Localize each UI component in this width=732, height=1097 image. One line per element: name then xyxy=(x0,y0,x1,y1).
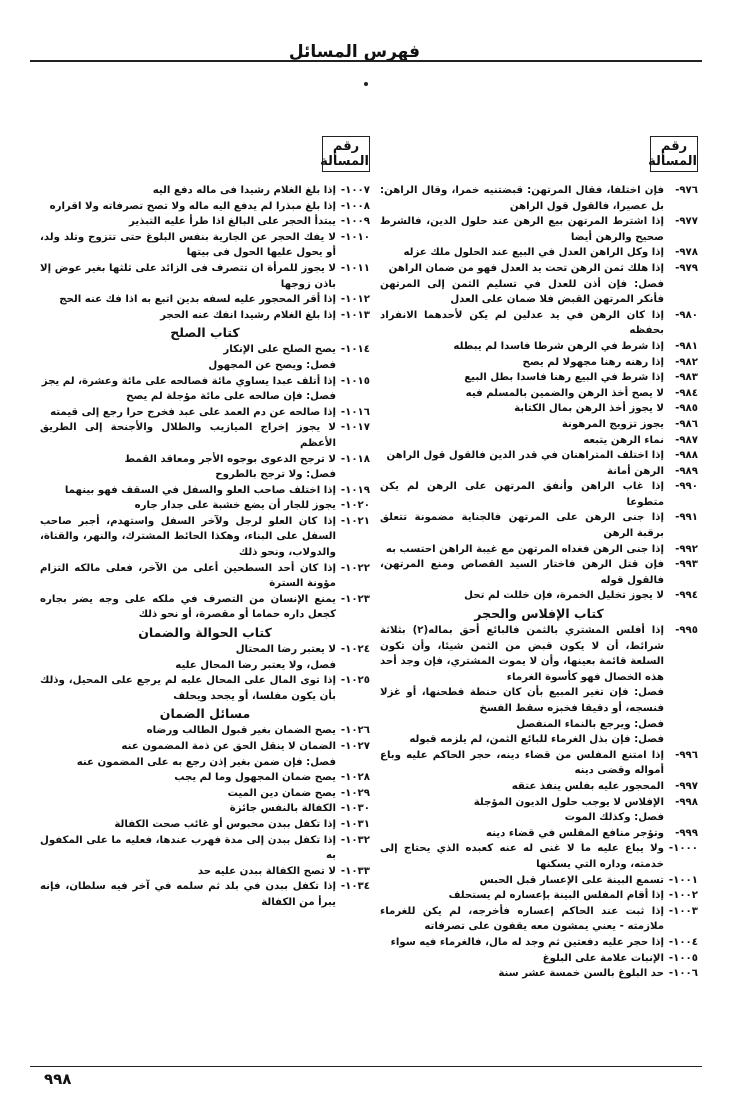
entry-number: ٩٨١- xyxy=(675,340,698,352)
entry-text: إذا توى المال على المحال عليه لم يرجع على المحيل، وذلك بأن يكون مفلسا، أو يجحد ويحلف xyxy=(40,675,336,702)
entry-text: إذا تكفل ببدن محبوس أو غائب صحت الكفالة xyxy=(114,818,336,830)
entry-number: ١٠٣٣- xyxy=(340,865,370,877)
entry-number: ١٠٠٢- xyxy=(668,890,698,902)
index-entry xyxy=(380,888,698,904)
entry-number: ١٠٠٦- xyxy=(668,968,698,980)
entry-number: ٩٨٠- xyxy=(675,309,698,321)
column-header-left xyxy=(322,136,370,172)
index-entry xyxy=(40,561,370,592)
entry-text: إذا بلغ مبذرا لم يدفع اليه ماله ولا تصح تصرفاته ولا اقراره xyxy=(49,200,336,212)
index-entry xyxy=(40,673,370,704)
entry-number: ١٠١٩- xyxy=(340,484,370,496)
entry-text: فإن اختلفا، فقال المرتهن: قبضتنيه خمرا، وقال الراهن: بل عصيرا، فالقول قول الراهن xyxy=(380,185,664,212)
column-header-line1: رقم xyxy=(332,139,360,154)
title-dot xyxy=(364,82,368,86)
index-column-right xyxy=(380,183,698,982)
column-header-line2: المسألة xyxy=(648,154,697,169)
entry-text: إذا كان الرهن في يد عدلين لم يكن لأحدهما الانفراد بحفظه xyxy=(380,309,664,337)
index-entry xyxy=(40,817,370,833)
index-entry xyxy=(40,770,370,786)
index-entry xyxy=(40,342,370,358)
column-header-line1: رقم xyxy=(660,139,688,154)
entry-number: ١٠١٦- xyxy=(340,406,370,418)
index-entry xyxy=(380,479,698,510)
section-heading: كتاب الصلح xyxy=(170,325,240,341)
entry-text: فصل: ويرجع بالنماء المنفصل xyxy=(516,718,664,730)
entry-text: وتؤجر منافع المفلس في قضاء دينه xyxy=(485,827,664,839)
entry-text: فصل: فإن بذل الغرماء للبائع الثمن، لم يلزمه قبوله xyxy=(409,734,664,746)
entry-number: ٩٩٨- xyxy=(675,796,698,808)
index-entry xyxy=(40,420,370,451)
entry-number: ١٠٢٧- xyxy=(340,741,370,752)
index-entry xyxy=(380,417,698,433)
index-entry xyxy=(40,739,370,755)
entry-number: ١٠١٨- xyxy=(340,453,370,465)
index-entry xyxy=(380,464,698,480)
index-entry xyxy=(40,514,370,561)
entry-text: لا يجوز للمرأة ان تتصرف فى الزائد على ثلثها بغير عوض إلا باذن زوجها xyxy=(40,262,336,290)
entry-text: إذا وكل الراهن العدل في البيع عند الحلول ملك عزله xyxy=(403,247,664,259)
entry-number: ١٠١١- xyxy=(340,262,370,274)
entry-text: إذا أفلس المشتري بالثمن فالبائع أحق بماله(٢) بثلاثة شرائط، أن لا يكون قبض من الثمن شيئا، وأن تكون السلعة قائمة بعينها، وأن لا يموت المشتري، فإن وجد أحد هذه الخصال فهو كأسوة الغرماء xyxy=(380,625,664,683)
entry-text: إذا بلغ الغلام رشيدا فى ماله دفع اليه xyxy=(152,185,336,196)
index-entry xyxy=(380,810,698,826)
index-entry xyxy=(40,358,370,374)
entry-number: ٩٨٥- xyxy=(675,403,698,415)
entry-text: إذا كان أحد السطحين أعلى من الآخر، فعلى مالكه التزام مؤونة السترة xyxy=(40,562,336,590)
title-rule xyxy=(30,60,702,62)
entry-text: إذا هلك ثمن الرهن تحت يد العدل فهو من ضمان الراهن xyxy=(388,262,664,274)
entry-text: إذا تكفل ببدن إلى مدة فهرب عندها، فعليه ما على المكفول به xyxy=(40,834,336,862)
entry-text: إذا اختلف المتراهنان في قدر الدين فالقول قول الراهن xyxy=(386,450,664,462)
entry-number: ١٠١٤- xyxy=(340,344,370,356)
entry-text: إذا تكفل ببدن في بلد ثم سلمه في آخر فيه سلطان، فإنه يبرأ من الكفالة xyxy=(40,881,336,908)
index-entry xyxy=(40,308,370,324)
entry-text: يجوز تزويج المرهونة xyxy=(561,418,664,430)
index-entry xyxy=(380,308,698,339)
entry-text: إذا جنى الرهن فغداه المرتهن مع غيبة الراهن احتسب به xyxy=(385,543,664,555)
entry-number: ١٠١٥- xyxy=(340,375,370,387)
entry-text: الإفلاس لا يوجب حلول الديون المؤجلة xyxy=(473,796,664,808)
entry-number: ٩٩٤- xyxy=(675,590,698,602)
index-entry xyxy=(40,755,370,771)
entry-text: إذا حجر عليه دفعتين ثم وجد له مال، فالغرماء فيه سواء xyxy=(390,936,664,948)
index-entry xyxy=(40,642,370,658)
entry-number: ٩٧٩- xyxy=(675,262,698,274)
entry-number: ٩٩٧- xyxy=(675,780,698,792)
entry-text: يجوز للجار أن يضع خشبة على جدار جاره xyxy=(134,500,336,512)
index-entry xyxy=(380,588,698,604)
entry-number: ٩٨٢- xyxy=(675,356,698,368)
index-entry xyxy=(380,557,698,588)
index-entry xyxy=(40,723,370,739)
entry-number: ١٠٠٥- xyxy=(668,952,698,964)
section-heading: مسائل الضمان xyxy=(159,706,251,722)
index-entry xyxy=(380,370,698,386)
index-entry xyxy=(380,339,698,355)
entry-text: إذا غاب الراهن وأنفق المرتهن على الرهن لم يكن متطوعا xyxy=(380,481,664,508)
section-heading: كتاب الإفلاس والحجر xyxy=(474,606,604,622)
entry-text: لا يعتبر رضا المحتال xyxy=(235,644,336,656)
index-entry xyxy=(40,374,370,390)
index-entry xyxy=(40,801,370,817)
entry-text: حد البلوغ بالسن خمسة عشر سنة xyxy=(498,968,664,980)
entry-number: ١٠٠٨- xyxy=(340,200,370,212)
index-entry xyxy=(380,904,698,935)
index-entry xyxy=(380,433,698,449)
column-header-right xyxy=(650,136,698,172)
entry-text: إذا أقام المفلس البينة بإعساره لم يستحلف xyxy=(448,890,664,902)
index-entry xyxy=(40,483,370,499)
index-entry xyxy=(40,389,370,405)
entry-text: فصل: فإن ضمن بغير إذن رجع به على المضمون عنه xyxy=(76,756,336,768)
index-entry xyxy=(40,452,370,468)
entry-number: ٩٩٣- xyxy=(675,559,698,571)
index-entry xyxy=(380,355,698,371)
entry-text: إذا شرط في البيع رهنا فاسدا بطل البيع xyxy=(464,372,664,384)
entry-number: ٩٩٢- xyxy=(675,543,698,555)
entry-number: ٩٩٥- xyxy=(675,625,698,637)
entry-number: ١٠٣٠- xyxy=(340,803,370,815)
entry-number: ١٠١٠- xyxy=(340,231,370,243)
index-entry xyxy=(380,448,698,464)
entry-number: ١٠٣٤- xyxy=(340,881,370,893)
entry-text: فصل، ولا يعتبر رضا المحال عليه xyxy=(175,659,336,671)
entry-number: ١٠٢٠- xyxy=(340,500,370,512)
entry-text: الكفالة بالنفس جائزة xyxy=(229,803,336,815)
entry-number: ٩٧٨- xyxy=(675,247,698,259)
entry-number: ١٠٠٩- xyxy=(340,216,370,228)
index-entry xyxy=(40,405,370,421)
entry-text: لا يفك الحجر عن الجارية بنفس البلوغ حتى تتزوج وتلد ولد، أو يحول عليها الحول فى بيتها xyxy=(40,231,336,259)
entry-number: ٩٩١- xyxy=(675,512,698,524)
index-entry xyxy=(380,732,698,748)
index-entry xyxy=(380,261,698,277)
entry-text: إذا أتلف عبدا يساوي مائة فصالحه على مائة وعشرة، لم يجز xyxy=(41,375,336,387)
section-heading: كتاب الحوالة والضمان xyxy=(138,625,272,641)
entry-text: فصل: ويصح عن المجهول xyxy=(208,359,336,371)
index-entry xyxy=(380,966,698,982)
entry-number: ١٠٢٨- xyxy=(340,772,370,784)
index-entry xyxy=(380,951,698,967)
index-entry xyxy=(380,510,698,541)
entry-number: ١٠٢١- xyxy=(340,515,370,527)
entry-number: ٩٨٤- xyxy=(675,387,698,399)
entry-number: ١٠٠٠- xyxy=(668,843,698,855)
index-entry xyxy=(380,542,698,558)
entry-text: لا يجوز تخليل الخمرة، فإن خللت لم تحل xyxy=(464,590,664,602)
entry-text: يصح الصلح على الإنكار xyxy=(223,344,336,356)
entry-number: ١٠٠٧- xyxy=(340,185,370,196)
entry-text: إذا صالحه عن دم العمد على عبد فخرج حرا رجع إلى قيمته xyxy=(50,406,336,418)
entry-text: يبتدأ الحجر على البالغ اذا طرأ عليه التبذير xyxy=(129,216,336,228)
index-entry xyxy=(380,623,698,685)
entry-text: لا يجوز إخراج الميازيب والطلال والأجنحة إلى الطريق الأعظم xyxy=(40,422,336,449)
index-entry xyxy=(380,748,698,779)
index-column-left xyxy=(40,183,370,911)
entry-number: ١٠٢٤- xyxy=(340,644,370,656)
entry-number: ١٠٢٩- xyxy=(340,787,370,799)
entry-text: فصل: فإن صالحه على مائة مؤجلة لم يصح xyxy=(126,391,336,403)
page-number: ٩٩٨ xyxy=(44,1070,72,1088)
entry-text: فإن قتل الرهن فاختار السيد القصاص ومنع المرتهن، فالقول قوله xyxy=(380,559,664,586)
entry-number: ١٠٠٣- xyxy=(668,905,698,917)
index-entry xyxy=(380,214,698,245)
entry-number: ١٠٢٥- xyxy=(340,675,370,687)
entry-text: نماء الرهن يتبعه xyxy=(583,434,664,446)
index-entry xyxy=(40,592,370,623)
index-entry xyxy=(40,833,370,864)
entry-text: إذا ثبت عند الحاكم إعساره فأخرجه، لم يكن للغرماء ملازمته - يعني يمشون معه يقفون على تصرفاته xyxy=(380,905,664,933)
index-entry xyxy=(380,826,698,842)
index-entry xyxy=(380,183,698,214)
entry-text: يمنع الإنسان من التصرف في ملكه على وجه يضر بجاره كجعل داره حماما أو مقصرة، أو نحو ذلك xyxy=(40,593,336,621)
entry-text: لا يجوز أخذ الرهن بمال الكتابة xyxy=(514,403,664,415)
entry-text: إذا كان العلو لرجل ولآخر السفل واستهدم، أجبر صاحب السفل على البناء، وهكذا الحائط المشترك، والنهر، والقناة، والدولاب، ونحو ذلك xyxy=(40,515,336,559)
entry-number: ١٠٣١- xyxy=(340,818,370,830)
entry-number: ٩٧٦- xyxy=(675,185,698,196)
footer-rule xyxy=(30,1066,702,1067)
index-entry xyxy=(40,498,370,514)
entry-number: ٩٨٨- xyxy=(675,450,698,462)
entry-number: ٩٩٩- xyxy=(675,827,698,839)
entry-number: ١٠١٧- xyxy=(340,422,370,434)
entry-number: ١٠١٣- xyxy=(340,309,370,321)
index-entry xyxy=(40,199,370,215)
entry-number: ١٠٠٤- xyxy=(668,936,698,948)
entry-text: لا ترجح الدعوى بوجوه الأجر ومعاقد القمط xyxy=(124,453,336,465)
index-entry xyxy=(40,658,370,674)
index-entry xyxy=(380,401,698,417)
index-entry xyxy=(380,277,698,308)
entry-text: يصح الضمان بغير قبول الطالب ورضاه xyxy=(146,725,336,737)
entry-number: ١٠٢٦- xyxy=(340,725,370,737)
entry-text: إذا رهنه رهنا مجهولا لم يصح xyxy=(522,356,664,368)
index-entry xyxy=(380,386,698,402)
index-entry xyxy=(380,795,698,811)
entry-text: إذا جنى الرهن على المرتهن فالجناية مضمونة تتعلق برقبة الرهن xyxy=(380,512,664,540)
index-entry xyxy=(40,864,370,880)
entry-text: فصل: فإن أذن للعدل في تسليم الثمن إلى المرتهن فأنكر المرتهن القبض فلا ضمان على العدل xyxy=(380,278,664,306)
entry-text: لا تصح الكفالة ببدن عليه حد xyxy=(197,865,336,877)
entry-text: ولا يباع عليه ما لا غنى له عنه كعبده الذي يحتاج إلى خدمته، وداره التي يسكنها xyxy=(380,843,664,870)
entry-number: ١٠٢٢- xyxy=(340,562,370,574)
index-entry xyxy=(380,841,698,872)
entry-text: فصل: ولا ترجح بالطروح xyxy=(215,469,336,481)
index-entry xyxy=(40,786,370,802)
entry-number: ٩٨٧- xyxy=(675,434,698,446)
entry-text: إذا شرط في الرهن شرطا فاسدا لم يبطله xyxy=(453,340,664,352)
index-entry xyxy=(380,935,698,951)
index-entry xyxy=(40,467,370,483)
entry-number: ١٠١٢- xyxy=(340,294,370,306)
entry-number: ٩٨٩- xyxy=(675,465,698,477)
entry-number: ١٠٠١- xyxy=(668,874,698,886)
entry-number: ٩٩٠- xyxy=(675,481,698,493)
index-entry xyxy=(380,779,698,795)
column-header-line2: المسألة xyxy=(320,154,369,169)
entry-number: ٩٨٣- xyxy=(675,372,698,384)
entry-text: فصل: فإن تغير المبيع بأن كان حنطة فطحنها، أو غزلا فنسجه، أو دقيقا فخبزه سقط الفسخ xyxy=(380,687,664,714)
entry-number: ٩٩٦- xyxy=(675,749,698,761)
entry-number: ١٠٣٢- xyxy=(340,834,370,846)
entry-text: يصح ضمان المجهول وما لم يجب xyxy=(174,772,336,784)
entry-number: ٩٨٦- xyxy=(675,418,698,430)
index-entry xyxy=(380,245,698,261)
index-entry xyxy=(40,879,370,910)
entry-text: إذا اشترط المرتهن بيع الرهن عند حلول الدين، فالشرط صحيح والرهن أيضا xyxy=(380,216,664,243)
entry-number: ١٠٢٣- xyxy=(340,593,370,605)
index-entry xyxy=(380,685,698,716)
entry-text: تسمع البينة على الإعسار قبل الحبس xyxy=(479,874,664,886)
page-title: فهرس المسائل xyxy=(288,42,420,62)
entry-text: الرهن أمانة xyxy=(606,465,664,477)
entry-text: المحجور عليه بفلس ينفذ عتقه xyxy=(511,780,664,792)
index-entry xyxy=(380,717,698,733)
entry-text: إذا أقر المحجور عليه لسفه بدين اتبع به اذا فك عنه الحج xyxy=(59,294,336,306)
entry-text: لا يصح أخذ الرهن والضمين بالمسلم فيه xyxy=(465,387,664,399)
entry-text: فصل: وكذلك الموت xyxy=(564,812,664,824)
entry-text: إذا امتنع المفلس من قضاء دينه، حجر الحاكم عليه وباع أمواله وقضى دينه xyxy=(380,749,664,777)
index-entry xyxy=(40,230,370,261)
index-entry xyxy=(40,214,370,230)
index-entry xyxy=(40,183,370,199)
entry-text: إذا اختلف صاحب العلو والسفل في السقف فهو بينهما xyxy=(64,484,336,496)
entry-number: ٩٧٧- xyxy=(675,216,698,228)
index-entry xyxy=(380,873,698,889)
entry-text: إذا بلغ الغلام رشيدا انفك عنه الحجر xyxy=(160,309,336,321)
entry-text: يصح ضمان دين الميت xyxy=(227,787,336,799)
index-entry xyxy=(40,261,370,292)
entry-text: الإنبات علامة على البلوغ xyxy=(542,952,664,964)
entry-text: الضمان لا ينقل الحق عن ذمة المضمون عنه xyxy=(121,741,336,752)
index-entry xyxy=(40,292,370,308)
